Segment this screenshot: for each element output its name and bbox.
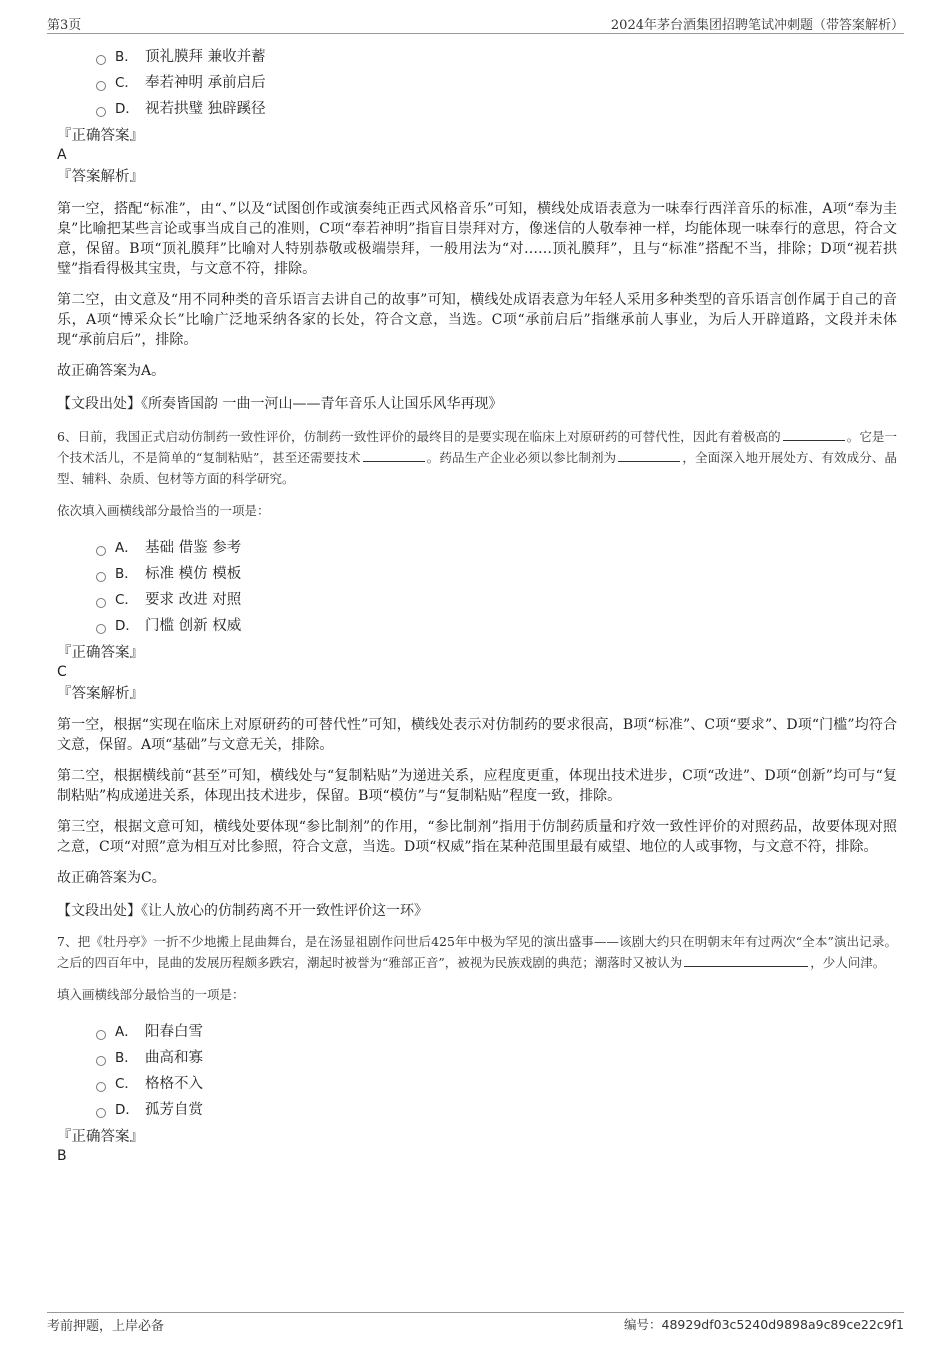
radio-icon[interactable] bbox=[96, 624, 106, 634]
q6-option-b[interactable]: B． 标准 模仿 模板 bbox=[57, 561, 897, 587]
q5-option-d[interactable]: D． 视若拱璧 独辟蹊径 bbox=[57, 96, 897, 122]
source-citation: 【文段出处】《让人放心的仿制药离不开一致性评价这一环》 bbox=[57, 903, 428, 919]
document-code: 编号：48929df03c5240d9898a9c89ce22c9f1 bbox=[624, 1317, 904, 1332]
answer-value: A bbox=[57, 147, 67, 163]
footer-note: 考前押题，上岸必备 bbox=[47, 1319, 165, 1334]
radio-icon[interactable] bbox=[96, 55, 106, 65]
page-header bbox=[47, 14, 904, 34]
radio-icon[interactable] bbox=[96, 107, 106, 117]
fill-blank bbox=[684, 955, 808, 967]
analysis-paragraph: 第一空，根据“实现在临床上对原研药的可替代性”可知，横线处表示对仿制药的要求很高，B项“标准”、C项“要求”、D项“门槛”均符合文意，保留。A项“基础”与文意无关，排除。 bbox=[57, 717, 897, 753]
q6-option-d[interactable]: D． 门槛 创新 权威 bbox=[57, 613, 897, 639]
q7-option-d[interactable]: D． 孤芳自赏 bbox=[57, 1097, 897, 1123]
radio-icon[interactable] bbox=[96, 572, 106, 582]
q7-option-c[interactable]: C． 格格不入 bbox=[57, 1071, 897, 1097]
q7-option-b[interactable]: B． 曲高和寡 bbox=[57, 1045, 897, 1071]
analysis-conclusion: 故正确答案为C。 bbox=[57, 870, 166, 886]
answer-label: 『正确答案』 bbox=[57, 128, 144, 144]
radio-icon[interactable] bbox=[96, 1056, 106, 1066]
q7-options bbox=[57, 1019, 897, 1123]
answer-value: C bbox=[57, 664, 67, 680]
analysis-paragraph: 第三空，根据文意可知，横线处要体现“参比制剂”的作用，“参比制剂”指用于仿制药质量和疗效一致性评价的对照药品，故要体现对照之意，C项“对照”意为相互对比参照，符合文意，当选。D项“权威”指在某种范围里最有威望、地位的人或事物，与文意不符，排除。 bbox=[57, 819, 897, 855]
question-prompt: 填入画横线部分最恰当的一项是： bbox=[57, 987, 245, 1002]
radio-icon[interactable] bbox=[96, 546, 106, 556]
fill-blank bbox=[363, 450, 425, 462]
q5-options bbox=[57, 44, 897, 122]
q5-option-c[interactable]: C． 奉若神明 承前启后 bbox=[57, 70, 897, 96]
page-number: 第3页 bbox=[47, 18, 82, 33]
radio-icon[interactable] bbox=[96, 81, 106, 91]
analysis-paragraph: 第二空，由文意及“用不同种类的音乐语言去讲自己的故事”可知，横线处成语表意为年轻人采用多种类型的音乐语言创作属于自己的音乐，A项“博采众长”比喻广泛地采纳各家的长处，符合文意，当选。C项“承前启后”指继承前人事业，为后人开辟道路，文段并未体现“承前启后”，排除。 bbox=[57, 292, 897, 348]
answer-value: B bbox=[57, 1148, 67, 1164]
question-stem: 7、把《牡丹亭》一折不少地搬上昆曲舞台，是在汤显祖剧作问世后425年中极为罕见的演出盛事——该剧大约只在明朝末年有过两次“全本”演出记录。之后的四百年中，昆曲的发展历程颇多跌宕，潮起时被誉为“雅部正音”，被视为民族戏剧的典范；潮落时又被认为 ，少人问津。 bbox=[57, 934, 897, 970]
document-body bbox=[57, 44, 897, 1165]
question-stem: 6、日前，我国正式启动仿制药一致性评价，仿制药一致性评价的最终目的是要实现在临床上对原研药的可替代性，因此有着极高的 。它是一个技术活儿，不是简单的“复制粘贴”，甚至还需要技术 。药品生产企业必须以参比制剂为 ，全面深入地开展处方、有效成分、晶型、辅料、杂质、包材等方面的科学研究。 bbox=[57, 429, 897, 486]
radio-icon[interactable] bbox=[96, 1082, 106, 1092]
q5-option-b[interactable]: B． 顶礼膜拜 兼收并蓄 bbox=[57, 44, 897, 70]
document-title: 2024年茅台酒集团招聘笔试冲刺题（带答案解析） bbox=[610, 18, 904, 33]
radio-icon[interactable] bbox=[96, 598, 106, 608]
analysis-paragraph: 第二空，根据横线前“甚至”可知，横线处与“复制粘贴”为递进关系，应程度更重，体现出技术进步，C项“改进”、D项“创新”均可与“复制粘贴”构成递进关系，体现出技术进步，保留。B项“模仿”与“复制粘贴”程度一致，排除。 bbox=[57, 768, 897, 804]
analysis-label: 『答案解析』 bbox=[57, 169, 144, 185]
answer-label: 『正确答案』 bbox=[57, 1129, 144, 1145]
fill-blank bbox=[783, 429, 845, 441]
radio-icon[interactable] bbox=[96, 1030, 106, 1040]
fill-blank bbox=[618, 450, 680, 462]
q7-option-a[interactable]: A． 阳春白雪 bbox=[57, 1019, 897, 1045]
source-citation: 【文段出处】《所奏皆国韵 一曲一河山——青年音乐人让国乐风华再现》 bbox=[57, 396, 503, 412]
q6-options bbox=[57, 535, 897, 639]
analysis-label: 『答案解析』 bbox=[57, 686, 144, 702]
q6-option-c[interactable]: C． 要求 改进 对照 bbox=[57, 587, 897, 613]
question-prompt: 依次填入画横线部分最恰当的一项是： bbox=[57, 503, 270, 518]
analysis-paragraph: 第一空，搭配“标准”，由“、”以及“试图创作或演奏纯正西式风格音乐”可知，横线处成语表意为一味奉行西洋音乐的标准，A项“奉为圭臬”比喻把某些言论或事当成自己的准则，C项“奉若神明”指盲目崇拜对方，像迷信的人敬奉神一样，均能体现一味奉行的意思，符合文意，保留。B项“顶礼膜拜”比喻对人特别恭敬或极端崇拜，一般用法为“对……顶礼膜拜”，且与“标准”搭配不当，排除；D项“视若拱璧”指看得极其宝贵，与文意不符，排除。 bbox=[57, 201, 897, 277]
radio-icon[interactable] bbox=[96, 1108, 106, 1118]
q6-option-a[interactable]: A． 基础 借鉴 参考 bbox=[57, 535, 897, 561]
page-footer bbox=[47, 1312, 904, 1334]
answer-label: 『正确答案』 bbox=[57, 645, 144, 661]
analysis-conclusion: 故正确答案为A。 bbox=[57, 363, 166, 379]
